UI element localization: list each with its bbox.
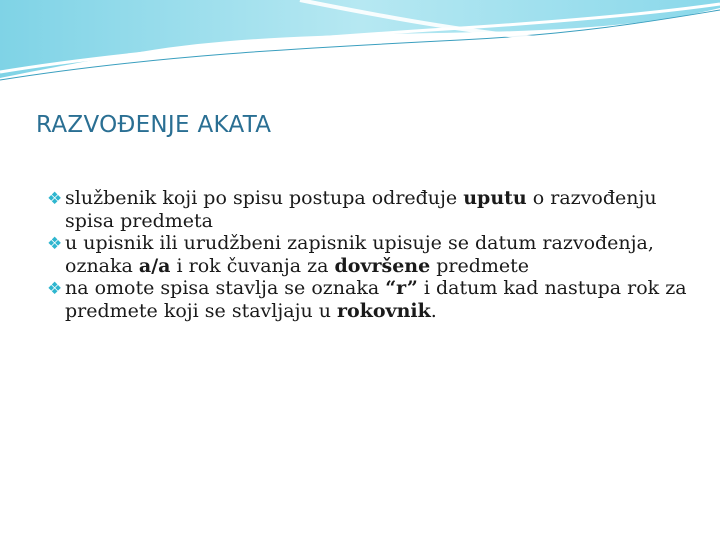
diamond-bullet-icon: ❖ — [47, 189, 63, 209]
slide-title: RAZVOĐENJE AKATA — [36, 112, 272, 138]
bullet-text: i datum kad nastupa rok za predmete koji se stavljaju u — [65, 277, 687, 322]
bullet-text: na omote spisa stavlja se oznaka — [65, 277, 386, 299]
bullet-bold-text: uputu — [463, 187, 527, 209]
bullet-bold-text: dovršene — [334, 254, 431, 277]
bullet-item — [47, 187, 687, 232]
header-wave-decoration — [0, 0, 720, 90]
bullet-item — [47, 232, 687, 277]
diamond-bullet-icon: ❖ — [47, 234, 63, 254]
bullet-list — [47, 187, 687, 322]
diamond-bullet-icon: ❖ — [47, 279, 63, 299]
bullet-item — [47, 277, 687, 322]
bullet-text: službenik koji po spisu postupa određuje — [65, 187, 464, 209]
bullet-text: o razvođenju spisa predmeta — [65, 187, 657, 232]
bullet-bold-text: rokovnik — [337, 299, 431, 322]
bullet-bold-text: “r” — [385, 277, 418, 299]
bullet-text: predmete — [430, 254, 530, 277]
bullet-text: i rok čuvanja za — [170, 254, 335, 277]
bullet-text: u upisnik ili urudžbeni zapisnik upisuje se datum razvođenja, oznaka — [65, 232, 654, 277]
bullet-text: . — [430, 299, 437, 322]
bullet-bold-text: a/a — [138, 254, 171, 277]
